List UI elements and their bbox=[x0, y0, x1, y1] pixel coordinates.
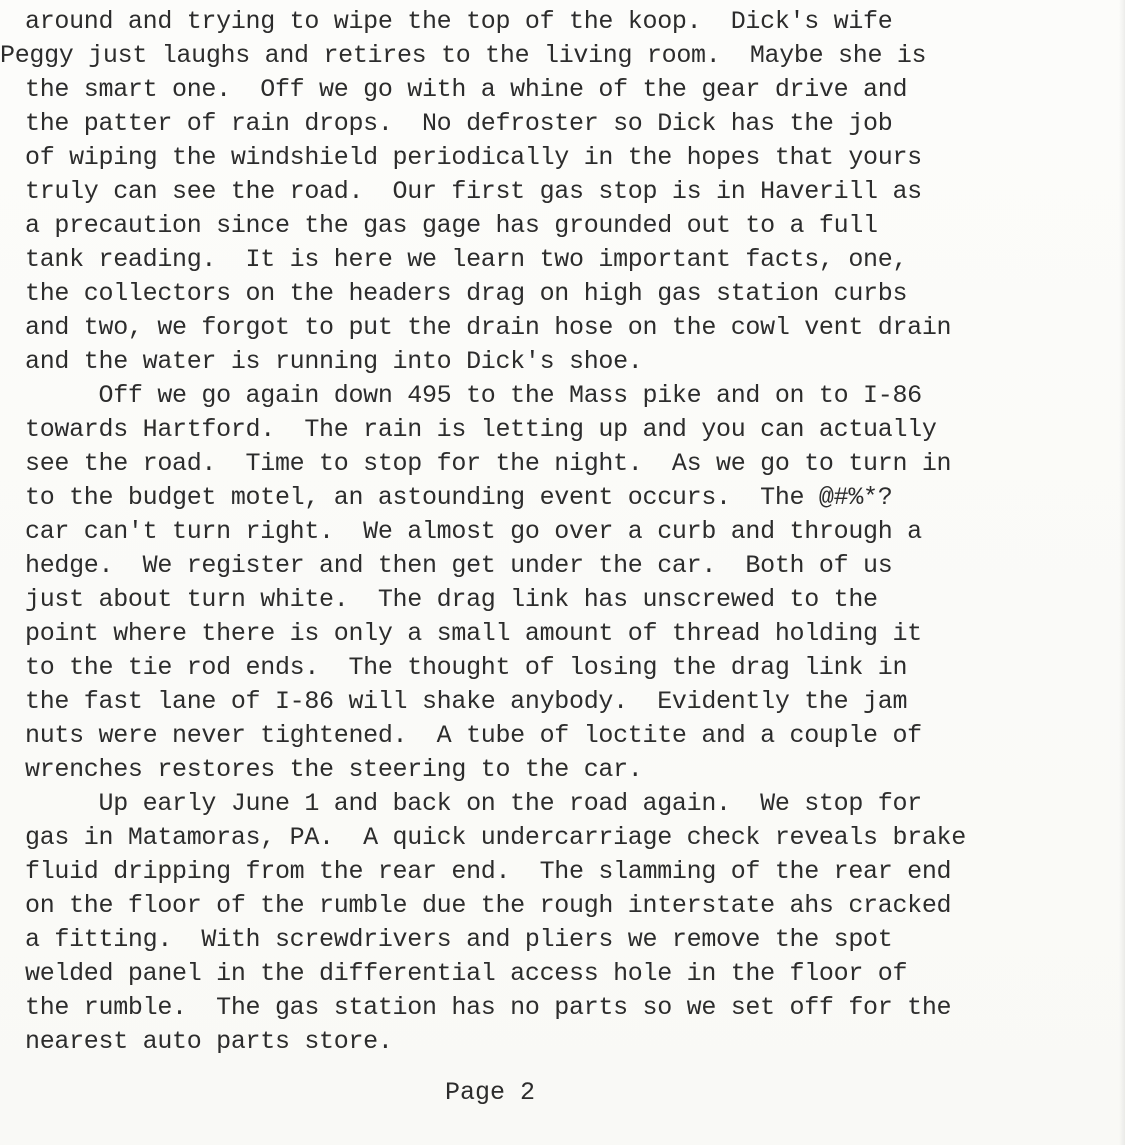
page-edge-shadow bbox=[1119, 0, 1125, 1145]
text-line: the fast lane of I-86 will shake anybody. Evidently the jam bbox=[25, 687, 908, 716]
text-line: car can't turn right. We almost go over a curb and through a bbox=[25, 517, 922, 546]
text-line: nearest auto parts store. bbox=[25, 1027, 393, 1056]
text-line: and two, we forgot to put the drain hose on the cowl vent drain bbox=[25, 313, 952, 342]
text-line: the rumble. The gas station has no parts so we set off for the bbox=[25, 993, 952, 1022]
page-number: Page 2 bbox=[445, 1078, 536, 1107]
text-line: a precaution since the gas gage has grounded out to a full bbox=[25, 211, 878, 240]
text-line: on the floor of the rumble due the rough interstate ahs cracked bbox=[25, 891, 952, 920]
text-line: fluid dripping from the rear end. The slamming of the rear end bbox=[25, 857, 952, 886]
text-line: around and trying to wipe the top of the koop. Dick's wife bbox=[25, 7, 893, 36]
text-line: tank reading. It is here we learn two important facts, one, bbox=[25, 245, 908, 274]
text-line: of wiping the windshield periodically in the hopes that yours bbox=[25, 143, 922, 172]
text-line: truly can see the road. Our first gas stop is in Haverill as bbox=[25, 177, 922, 206]
text-line: Peggy just laughs and retires to the living room. Maybe she is bbox=[0, 41, 927, 70]
text-line: Up early June 1 and back on the road again. We stop for bbox=[25, 789, 922, 818]
text-line: gas in Matamoras, PA. A quick undercarriage check reveals brake bbox=[25, 823, 966, 852]
text-line: wrenches restores the steering to the car. bbox=[25, 755, 643, 784]
text-line: hedge. We register and then get under the car. Both of us bbox=[25, 551, 893, 580]
text-line: to the tie rod ends. The thought of losing the drag link in bbox=[25, 653, 908, 682]
text-line: a fitting. With screwdrivers and pliers we remove the spot bbox=[25, 925, 893, 954]
text-line: see the road. Time to stop for the night. As we go to turn in bbox=[25, 449, 952, 478]
text-line: the smart one. Off we go with a whine of the gear drive and bbox=[25, 75, 908, 104]
text-line: Off we go again down 495 to the Mass pike and on to I-86 bbox=[25, 381, 922, 410]
text-line: nuts were never tightened. A tube of loctite and a couple of bbox=[25, 721, 922, 750]
text-line: to the budget motel, an astounding event occurs. The @#%*? bbox=[25, 483, 893, 512]
text-line: just about turn white. The drag link has unscrewed to the bbox=[25, 585, 878, 614]
text-line: towards Hartford. The rain is letting up and you can actually bbox=[25, 415, 937, 444]
text-line: the collectors on the headers drag on high gas station curbs bbox=[25, 279, 908, 308]
text-line: the patter of rain drops. No defroster so Dick has the job bbox=[25, 109, 893, 138]
text-line: and the water is running into Dick's shoe. bbox=[25, 347, 643, 376]
text-line: welded panel in the differential access hole in the floor of bbox=[25, 959, 908, 988]
text-line: point where there is only a small amount of thread holding it bbox=[25, 619, 922, 648]
